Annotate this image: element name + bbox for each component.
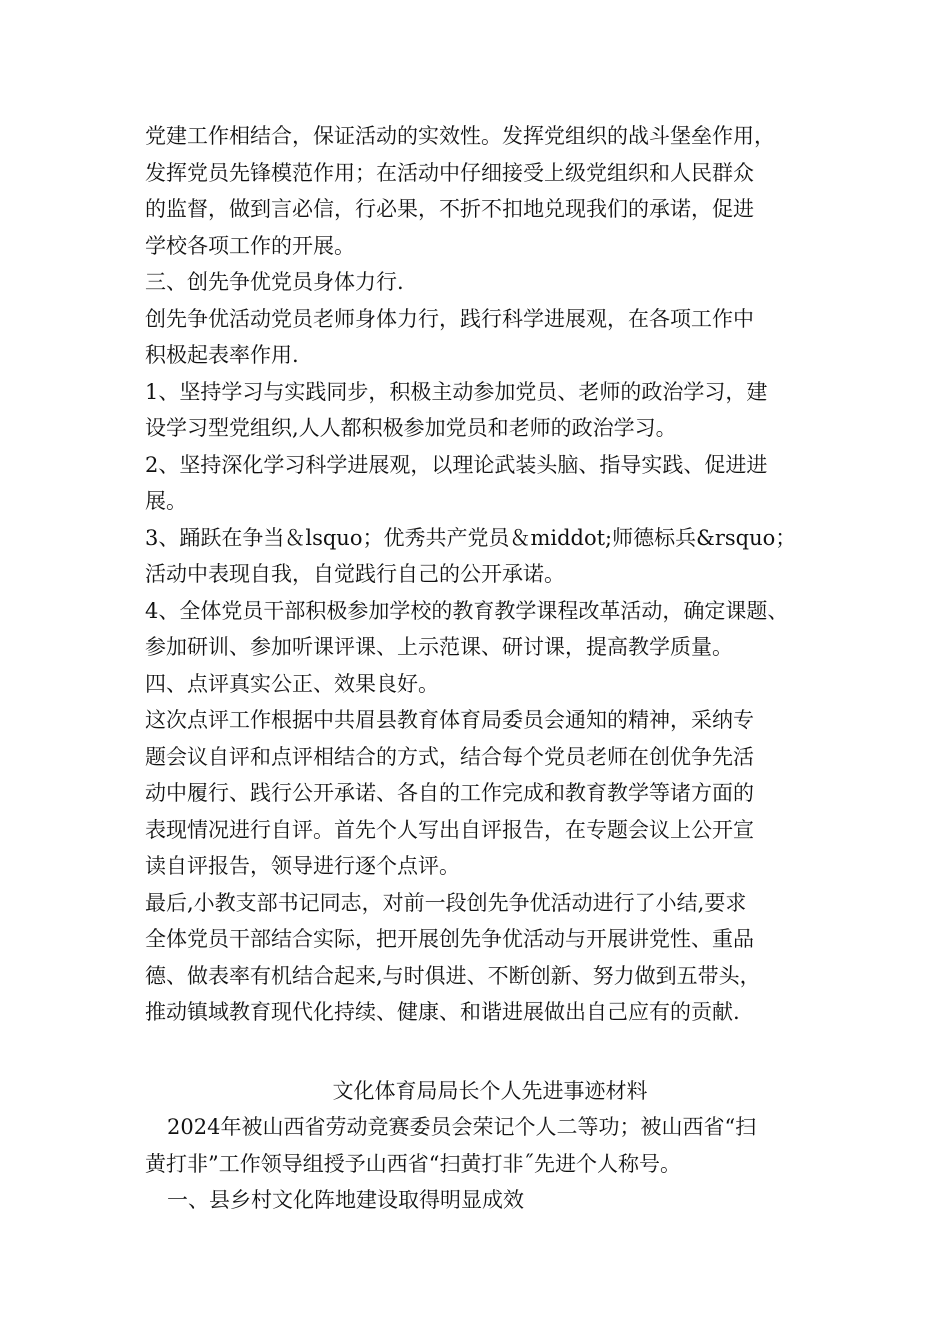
text-line: 2、坚持深化学习科学进展观，以理论武装头脑、指导实践、促进进 xyxy=(145,452,768,477)
text-line: 1、坚持学习与实践同步，积极主动参加党员、老师的政治学习，建 xyxy=(145,379,768,404)
document-title: 文化体育局局长个人先进事迹材料 xyxy=(332,1078,648,1103)
text-line: 4、全体党员干部积极参加学校的教育教学课程改革活动，确定课题、 xyxy=(145,598,789,623)
text-line: 读自评报告，领导进行逐个点评。 xyxy=(145,854,460,878)
text-line: 德、做表率有机结合起来,与时俱进、不断创新、努力做到五带头， xyxy=(145,963,761,988)
text-line: 设学习型党组织,人人都积极参加党员和老师的政治学习。 xyxy=(145,416,677,440)
text-line: 参加研训、参加听课评课、上示范课、研讨课，提高教学质量。 xyxy=(145,635,733,659)
text-line: 这次点评工作根据中共眉县教育体育局委员会通知的精神，采纳专 xyxy=(145,708,754,732)
text-line: 推动镇域教育现代化持续、健康、和谐进展做出自己应有的贡献. xyxy=(145,1000,740,1024)
text-line: 党建工作相结合，保证活动的实效性。发挥党组织的战斗堡垒作用， xyxy=(145,124,775,148)
text-line: 创先争优活动党员老师身体力行，践行科学进展观，在各项工作中 xyxy=(145,306,754,331)
text-line: 题会议自评和点评相结合的方式，结合每个党员老师在创优争先活 xyxy=(145,744,754,769)
text-line: 的监督，做到言必信，行必果，不折不扣地兑现我们的承诺，促进 xyxy=(145,197,754,221)
text-line: 最后,小教支部书记同志，对前一段创先争优活动进行了小结,要求 xyxy=(145,890,747,915)
text-line: 展。 xyxy=(145,489,187,513)
text-line: 全体党员干部结合实际，把开展创先争优活动与开展讲党性、重品 xyxy=(145,927,754,951)
section-heading: 三、创先争优党员身体力行. xyxy=(145,270,404,294)
document-body xyxy=(145,118,835,1219)
text-line: 表现情况进行自评。首先个人写出自评报告，在专题会议上公开宣 xyxy=(145,817,754,842)
section-heading: 四、点评真实公正、效果良好。 xyxy=(145,671,439,696)
text-line: 学校各项工作的开展。 xyxy=(145,233,355,258)
text-line: 发挥党员先锋模范作用；在活动中仔细接受上级党组织和人民群众 xyxy=(145,160,754,185)
text-line: 动中履行、践行公开承诺、各自的工作完成和教育教学等诸方面的 xyxy=(145,781,754,805)
section-gap xyxy=(145,1031,835,1073)
section-heading: 一、县乡村文化阵地建设取得明显成效 xyxy=(167,1188,524,1212)
text-line: 活动中表现自我，自觉践行自己的公开承诺。 xyxy=(145,562,565,586)
text-line: 3、踊跃在争当＆lsquo；优秀共产党员＆middot;师德标兵&rsquo； xyxy=(145,525,797,550)
text-line: 积极起表率作用. xyxy=(145,343,299,367)
text-line: 黄打非”工作领导组授予山西省“扫黄打非˝先进个人称号。 xyxy=(145,1151,681,1176)
text-line: 2024年被山西省劳动竞赛委员会荣记个人二等功；被山西省“扫 xyxy=(167,1115,757,1139)
